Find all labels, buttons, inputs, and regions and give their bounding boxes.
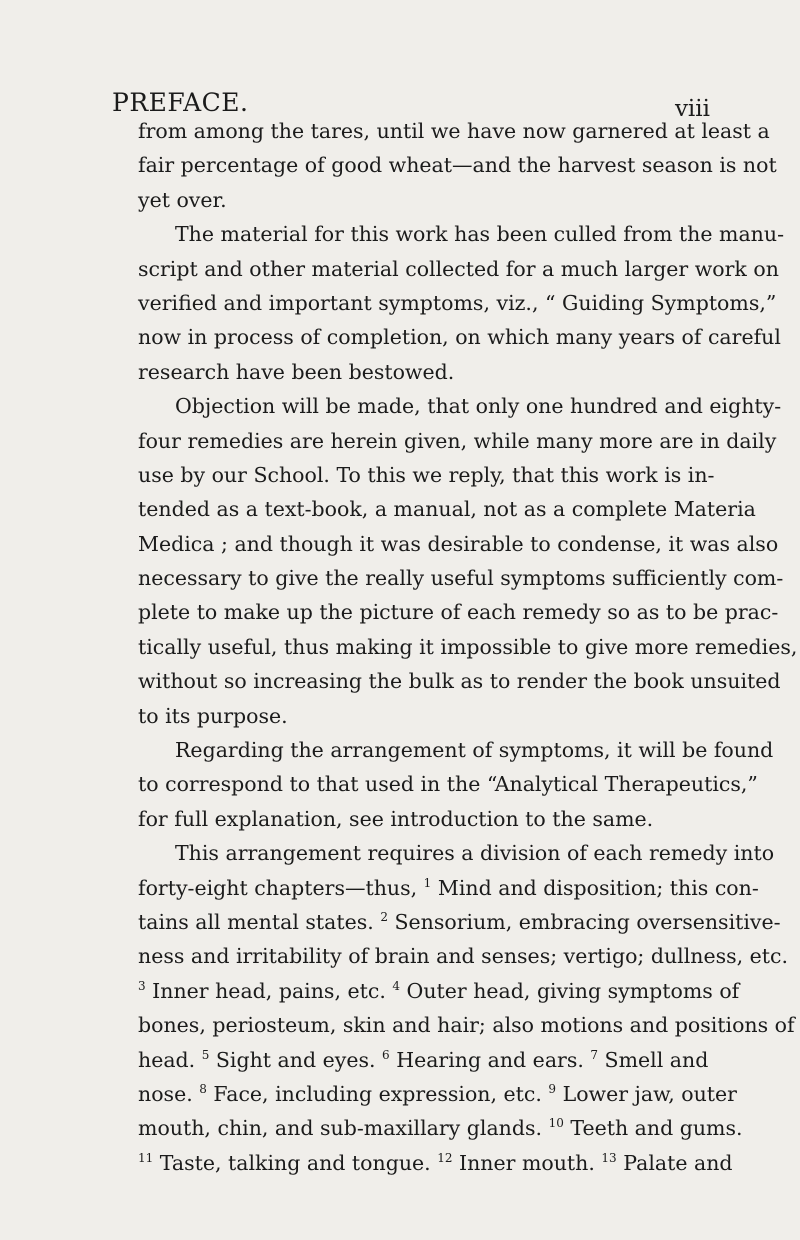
chapter-text: Hearing and ears. bbox=[389, 1047, 591, 1072]
chapter-text: Sight and eyes. bbox=[209, 1047, 383, 1072]
text-line: without so increasing the bulk as to render the book unsuited bbox=[138, 669, 781, 694]
chapter-line bbox=[138, 974, 740, 1008]
text-line: necessary to give the really useful symptoms sufficiently com- bbox=[138, 566, 784, 591]
chapter-text: head. bbox=[138, 1047, 202, 1072]
chapter-text: tains all mental states. bbox=[138, 909, 381, 934]
text-line: to correspond to that used in the “Analytical Therapeutics,” bbox=[138, 772, 758, 797]
chapter-number: 12 bbox=[437, 1150, 453, 1165]
running-title: PREFACE. bbox=[112, 88, 249, 117]
chapter-line bbox=[138, 1077, 737, 1111]
chapter-number: 10 bbox=[548, 1116, 564, 1131]
chapter-text: Smell and bbox=[598, 1047, 709, 1072]
text-line: This arrangement requires a division of each remedy into bbox=[175, 841, 775, 866]
chapter-text: Palate and bbox=[616, 1150, 733, 1175]
chapter-text: ness and irritability of brain and senses; vertigo; dullness, etc. bbox=[138, 944, 789, 969]
chapter-line bbox=[138, 905, 781, 939]
text-line: verified and important symptoms, viz., “ Guiding Symptoms,” bbox=[138, 290, 777, 315]
chapter-number: 1 bbox=[423, 875, 432, 890]
chapter-number: 2 bbox=[380, 909, 388, 924]
chapter-number: 3 bbox=[138, 978, 146, 993]
chapter-text: bones, periosteum, skin and hair; also motions and positions of bbox=[138, 1013, 795, 1038]
text-line: use by our School. To this we reply, that this work is in- bbox=[138, 462, 715, 487]
text-line: research have been bestowed. bbox=[138, 359, 455, 384]
chapter-text: Lower jaw, outer bbox=[556, 1081, 737, 1106]
chapter-number: 8 bbox=[199, 1081, 207, 1096]
chapter-text: Inner head, pains, etc. bbox=[145, 978, 393, 1003]
chapter-text: nose. bbox=[138, 1081, 200, 1106]
chapter-line bbox=[138, 1146, 733, 1180]
chapter-line bbox=[138, 939, 789, 973]
chapter-number: 7 bbox=[590, 1047, 599, 1062]
text-line: to its purpose. bbox=[138, 703, 288, 728]
text-line: yet over. bbox=[138, 187, 227, 212]
chapter-number: 11 bbox=[138, 1150, 154, 1165]
chapter-line bbox=[138, 1008, 795, 1042]
text-line: fair percentage of good wheat—and the harvest season is not bbox=[138, 153, 777, 178]
text-line: from among the tares, until we have now garnered at least a bbox=[138, 119, 770, 143]
chapter-text: forty-eight chapters—thus, bbox=[138, 875, 424, 900]
chapter-number: 9 bbox=[548, 1081, 557, 1096]
chapter-number: 13 bbox=[601, 1150, 617, 1165]
chapter-text: Face, including expression, etc. bbox=[206, 1081, 549, 1106]
chapter-line bbox=[138, 1111, 743, 1145]
chapter-number: 5 bbox=[201, 1047, 210, 1062]
chapter-text: Mind and disposition; this con- bbox=[431, 875, 759, 900]
text-line: four remedies are herein given, while many more are in daily bbox=[138, 428, 777, 453]
text-line: tically useful, thus making it impossible to give more remedies, bbox=[138, 634, 798, 659]
text-line: The material for this work has been culled from the manu- bbox=[175, 222, 785, 247]
chapter-text: Outer head, giving symptoms of bbox=[400, 978, 740, 1003]
text-line: Medica ; and though it was desirable to condense, it was also bbox=[138, 531, 779, 556]
chapter-text: Taste, talking and tongue. bbox=[153, 1150, 438, 1175]
text-line: for full explanation, see introduction to the same. bbox=[138, 806, 654, 831]
text-line: now in process of completion, on which many years of careful bbox=[138, 325, 781, 350]
chapter-text: Teeth and gums. bbox=[563, 1116, 743, 1141]
text-line: tended as a text-book, a manual, not as a complete Materia bbox=[138, 497, 756, 522]
chapter-text: Inner mouth. bbox=[452, 1150, 602, 1175]
chapter-number: 6 bbox=[382, 1047, 390, 1062]
chapter-number: 4 bbox=[392, 978, 401, 993]
text-line: script and other material collected for a much larger work on bbox=[138, 256, 779, 281]
chapter-line bbox=[138, 1043, 709, 1077]
chapter-text: Sensorium, embracing oversensitive- bbox=[387, 909, 781, 934]
body-text bbox=[138, 114, 798, 1180]
chapter-text: mouth, chin, and sub-maxillary glands. bbox=[138, 1116, 549, 1141]
text-line: Objection will be made, that only one hundred and eighty- bbox=[175, 394, 782, 419]
page-number: viii bbox=[674, 96, 710, 122]
text-line: Regarding the arrangement of symptoms, it will be found bbox=[175, 738, 774, 763]
text-line: plete to make up the picture of each remedy so as to be prac- bbox=[138, 600, 779, 625]
chapter-line bbox=[138, 871, 759, 905]
